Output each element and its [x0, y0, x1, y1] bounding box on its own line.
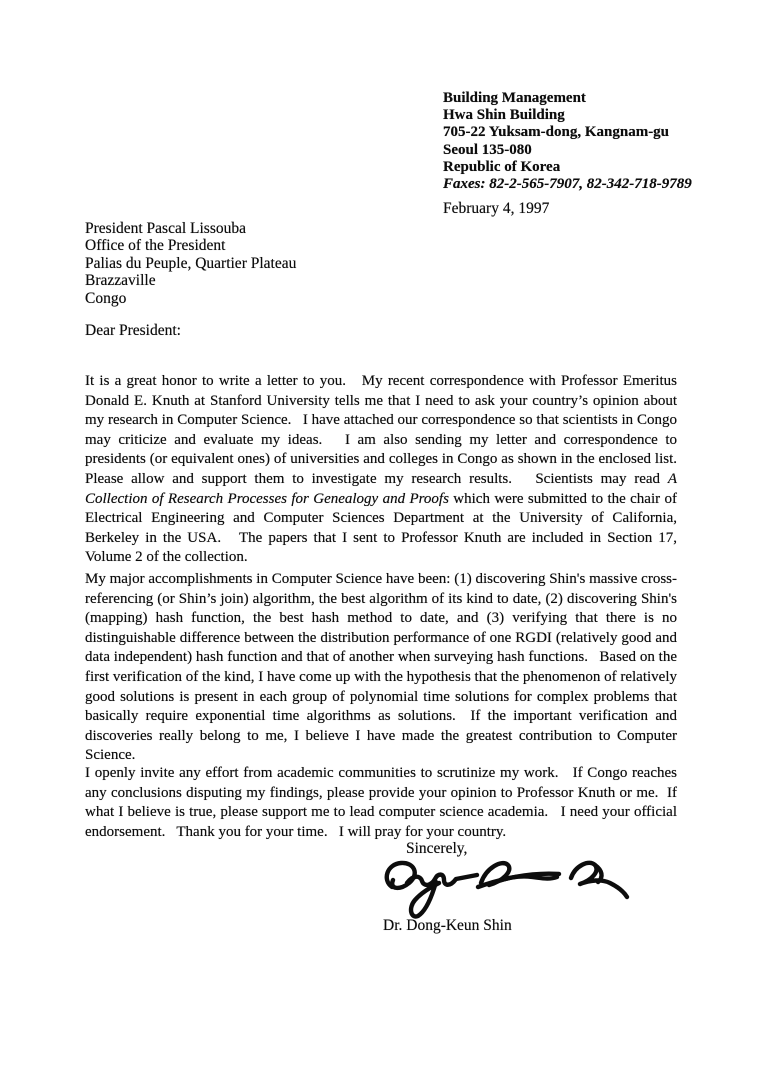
salutation: Dear President: [85, 322, 181, 339]
paragraph-1-text-after: which were submitted to the chair of Electrical Engineering and Computer Sciences Department at the University of California, Berkeley in the USA. The papers that I sent to Professor Knuth are included in Section 17, Volume 2 of the collection. [85, 490, 681, 566]
recipient-address-line: Palias du Peuple, Quartier Plateau [85, 254, 297, 272]
paragraph-1-text: It is a great honor to write a letter to you. My recent correspondence with Professor Emeritus Donald E. Knuth at Stanford University tells me that I need to ask your country’s opinion about my research in Computer Science. I have attached our correspondence so that scientists in Congo may criticize and evaluate my ideas. I am also sending my letter and correspondence to presidents (or equivalent ones) of universities and colleges in Congo as shown in the enclosed list. Please allow and support them to investigate my research results. Scientists may read [85, 373, 685, 487]
recipient-address-line: Brazzaville [85, 272, 156, 290]
recipient-address-block [85, 220, 296, 307]
body-paragraph-3: I openly invite any effort from academic communities to scrutinize my work. If Congo reaches any conclusions disputing my findings, please provide your opinion to Professor Knuth or me. If what I believe is true, please support me to lead computer science academia. I need your official endorsement. Thank you for your time. I will pray for your country. [85, 765, 681, 840]
recipient-address-line: Congo [85, 289, 127, 307]
handwritten-signature [378, 850, 630, 920]
sender-address-line: Seoul 135-080 [443, 141, 532, 158]
signature-scribble-icon [378, 850, 630, 920]
sender-fax-line: Faxes: 82-2-565-7907, 82-342-718-9789 [443, 176, 692, 193]
sender-address-line: Building Management [443, 90, 586, 106]
sender-address-line: Hwa Shin Building [443, 107, 565, 124]
sender-address-block [443, 90, 692, 193]
body-paragraph-2: My major accomplishments in Computer Science have been: (1) discovering Shin's massive cross-referencing (or Shin’s join) algorithm, the best algorithm of its kind to date, (2) discovering Shin's (mapping) hash function, the best hash method to date, and (3) verifying that there is no distinguishable difference between the distribution performance of one RGDI (relatively good and data independent) hash function and that of another when surveying hash functions. Based on the first verification of the kind, I have come up with the hypothesis that the phenomenon of relatively good solutions is present in each group of polynomial time solutions for complex problems that basically require exponential time algorithms as solutions. If the important verification and discoveries really belong to me, I believe I have made the greatest contribution to Computer Science. [85, 571, 681, 764]
sender-address-line: 705-22 Yuksam-dong, Kangnam-gu [443, 124, 670, 141]
sender-address-line: Republic of Korea [443, 158, 561, 175]
book-title-italic: A Collection of Research Processes for Genealogy and Proofs [85, 470, 681, 507]
valediction: Sincerely, [406, 840, 468, 857]
recipient-address-line: President Pascal Lissouba [85, 220, 247, 237]
body-paragraph-1 [85, 372, 685, 568]
letter-date: February 4, 1997 [443, 200, 550, 217]
signed-name: Dr. Dong-Keun Shin [383, 917, 512, 934]
recipient-address-line: Office of the President [85, 237, 226, 255]
